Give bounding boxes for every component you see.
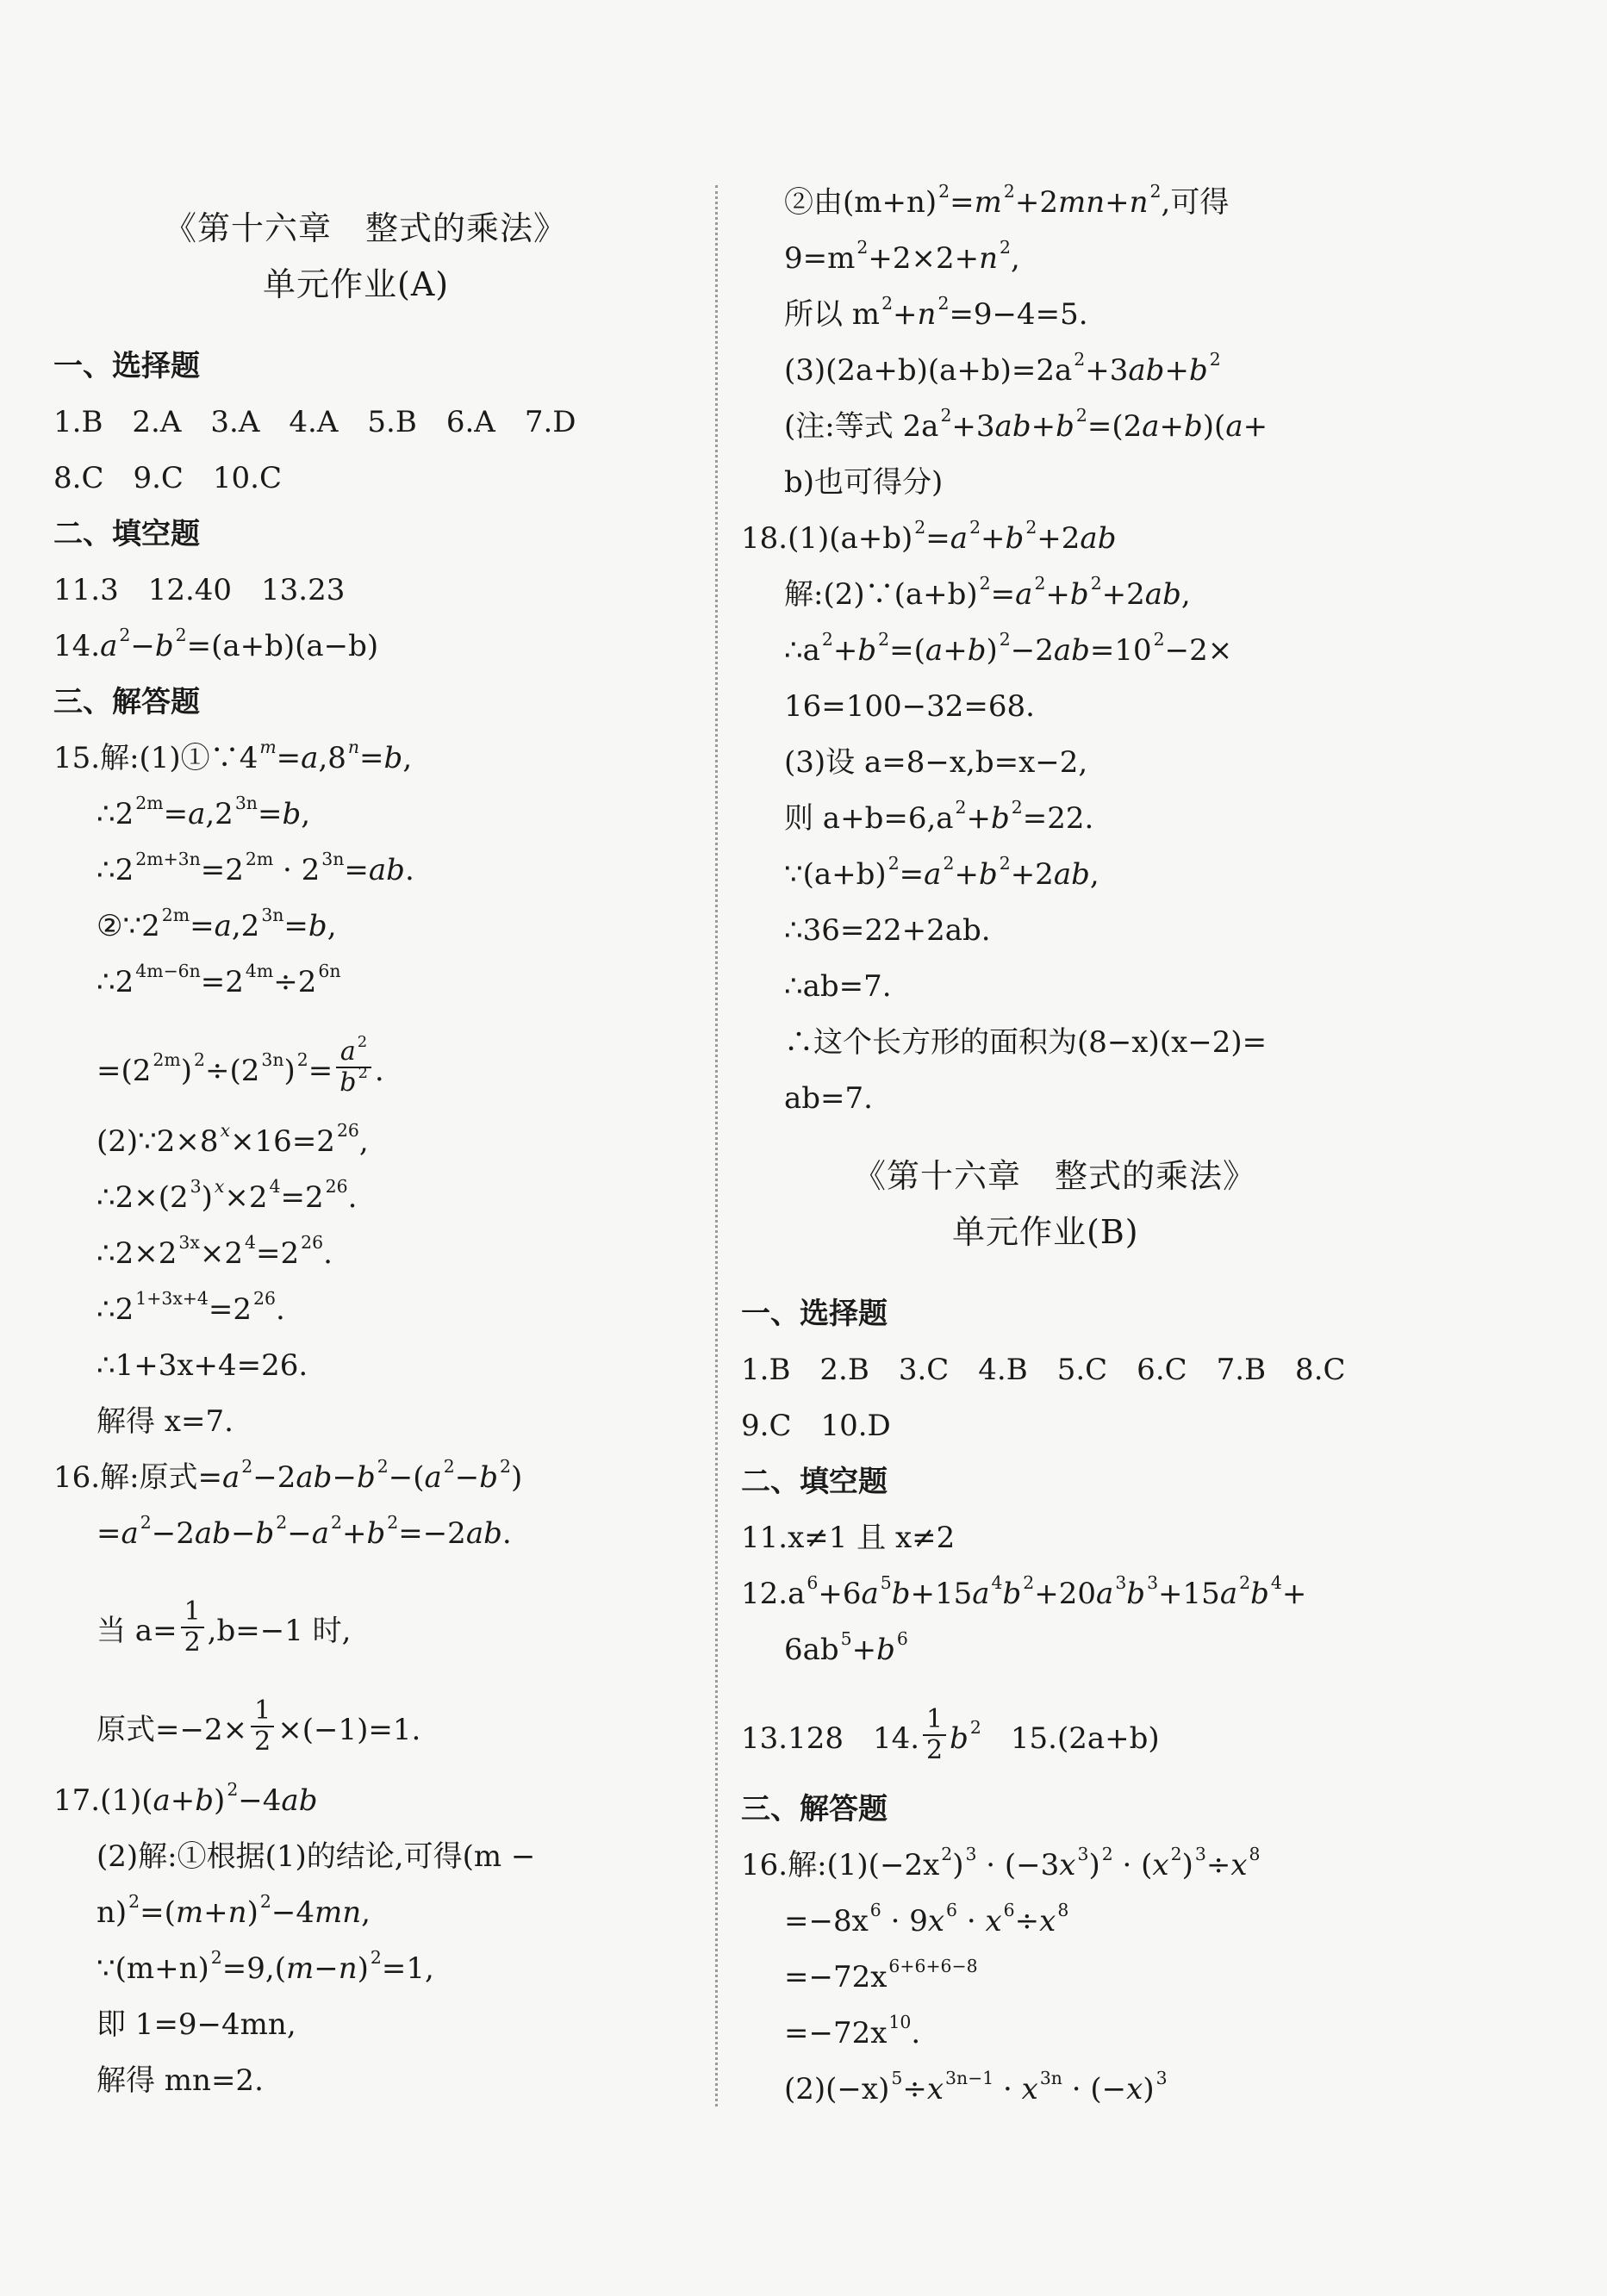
section-heading-fill: 二、填空题 [53, 517, 200, 551]
fraction: $\frac{a ^2}{b ^2}$ [336, 1037, 371, 1098]
solution-line: 16.解$:(1)(-2x^2)^3 \cdot (-3x^3)^2 \cdot (x^2)^3\div x^8$ [741, 1843, 1261, 1882]
solution-line: $(3)(2a+b)(a+b)=2a^2+3ab+b^2$ [784, 348, 1221, 388]
answer-line: $14.a^2-b^2=(a+b)(a-b)$ [53, 624, 379, 663]
solution-line: $\because(m+n)^2=9,(m-n)^2=1$, [97, 1946, 434, 1986]
solution-line: $18.(1)(a+b)^2=a^2+b^2+2ab$ [741, 516, 1117, 556]
solution-line: $17.(1)(a+b)^2-4ab$ [53, 1778, 318, 1818]
solution-line: ②由$(m+n)^2=m^2+2mn+n^2$,可得 [784, 180, 1230, 220]
solution-line: (2)解:①根据(1)的结论,可得(m − [97, 1839, 536, 1874]
unit-title: 单元作业(A) [263, 265, 450, 303]
fraction: $\frac{1}{2}$ [923, 1705, 946, 1765]
unit-title: 单元作业(B) [952, 1213, 1139, 1251]
solution-line: $=-72x^{6+6+6-8}$ [784, 1955, 978, 1994]
section-heading-choice: 一、选择题 [741, 1297, 888, 1331]
solution-line: (3)设 a=8−x,b=x−2, [784, 745, 1088, 780]
solution-line: 则 $a+b=6,a^2+b^2=22$. [784, 796, 1094, 836]
solution-line: $\therefore 2^{2m}=a,2^{3n}=b$, [97, 792, 311, 831]
solution-line: 当 a= $\frac{1}{2}$ ,b=−1 时, [97, 1596, 352, 1658]
solution-line: $\because(a+b)^2=a^2+b^2+2ab$, [784, 852, 1099, 892]
answer-line: 1.B 2.A 3.A 4.A 5.B 6.A 7.D [53, 405, 576, 439]
solution-line: $\therefore 2\times 2^{3x}\times 2^4=2^{26}$. [97, 1231, 333, 1271]
answer-line: $6ab^5+b^6$ [784, 1627, 908, 1667]
column-divider [715, 185, 718, 2106]
solution-line: $\therefore 2\times(2^3)^x\times 2^4=2^{26}$. [97, 1175, 358, 1215]
chapter-title: 《第十六章 整式的乘法》 [164, 209, 568, 247]
chapter-title: 《第十六章 整式的乘法》 [853, 1157, 1257, 1195]
solution-line: $=-8x^6 \cdot 9x^6 \cdot x^6\div x^8$ [784, 1899, 1069, 1938]
solution-line: $\therefore 2^{4m-6n}=2^{4m}\div 2^{6n}$ [97, 960, 341, 999]
solution-line: b)也可得分) [784, 465, 944, 500]
solution-line: (注:等式 $2a^2+3ab+b^2=(2a+b)(a+$ [784, 404, 1268, 444]
solution-line: ∴这个长方形的面积为(8−x)(x−2)= [784, 1025, 1268, 1060]
solution-line: $n)^2=(m+n)^2-4mn$, [97, 1890, 371, 1930]
solution-line: $=-72x^{10}$. [784, 2011, 921, 2050]
answer-line: 11.x≠1 且 x≠2 [741, 1521, 956, 1555]
solution-line: $9=m^2+2\times 2+n^2$, [784, 236, 1020, 276]
solution-line: $\therefore a^2+b^2=(a+b)^2-2ab=10^2-2\times$ [784, 628, 1233, 668]
fraction: $\frac{1}{2}$ [181, 1597, 204, 1658]
solution-line: $\therefore 2^{2m+3n}=2^{2m} \cdot 2^{3n}=ab$. [97, 848, 414, 887]
solution-line: 解得 x=7. [97, 1404, 234, 1439]
solution-line: ∴ab=7. [784, 969, 892, 1004]
answer-line: $12.a^6+6a^5b+15a^4b^2+20a^3b^3+15a^2b^4+$ [741, 1571, 1307, 1611]
answer-line: 1.B 2.B 3.C 4.B 5.C 6.C 7.B 8.C [741, 1353, 1346, 1387]
answer-line: 8.C 9.C 10.C [53, 461, 282, 495]
solution-line: $=a^2-2ab-b^2-a^2+b^2=-2ab$. [97, 1511, 512, 1551]
solution-line: 16=100−32=68. [784, 689, 1035, 724]
fraction: $\frac{1}{2}$ [251, 1696, 274, 1757]
solution-line: ∴1+3x+4=26. [97, 1348, 308, 1383]
solution-line: 15.解$:(1)①\because 4^m=a,8^n=b$, [53, 736, 413, 775]
solution-line: ab=7. [784, 1081, 873, 1116]
solution-line: $=(2^{2m})^2\div(2^{3n})^2=$ $\frac{a ^2}{b ^2}$ . [97, 1032, 384, 1098]
solution-line: $(2)(-x)^5\div x^{3n-1} \cdot x^{3n} \cdot (-x)^3$ [784, 2067, 1168, 2106]
section-heading-solve: 三、解答题 [53, 685, 200, 719]
solution-line: ∴36=22+2ab. [784, 913, 991, 948]
answer-line: 11.3 12.40 13.23 [53, 573, 346, 607]
solution-line: 原式=−2× $\frac{1}{2}$ ×(−1)=1. [97, 1696, 421, 1757]
section-heading-solve: 三、解答题 [741, 1792, 888, 1826]
section-heading-choice: 一、选择题 [53, 349, 200, 383]
section-heading-fill: 二、填空题 [741, 1465, 888, 1499]
solution-line: 解$:(2)\because(a+b)^2=a^2+b^2+2ab$, [784, 572, 1191, 612]
solution-line: $\therefore 2^{1+3x+4}=2^{26}$. [97, 1287, 285, 1327]
answer-line: 9.C 10.D [741, 1409, 891, 1443]
solution-line: 所以 $m^2+n^2=9-4=5$. [784, 292, 1088, 332]
solution-line: 解得 mn=2. [97, 2063, 264, 2098]
solution-line: $②\because 2^{2m}=a,2^{3n}=b$, [97, 904, 337, 943]
answer-line: 13.128 14. $\frac{1}{2}$ $b^2$ 15.(2a+b) [741, 1704, 1160, 1765]
solution-line: $(2)\because 2\times 8^x\times 16=2^{26}$, [97, 1119, 369, 1159]
solution-line: 16.解:原式$=a^2-2ab-b^2-(a^2-b^2)$ [53, 1455, 523, 1495]
solution-line: 即 1=9−4mn, [97, 2007, 296, 2042]
